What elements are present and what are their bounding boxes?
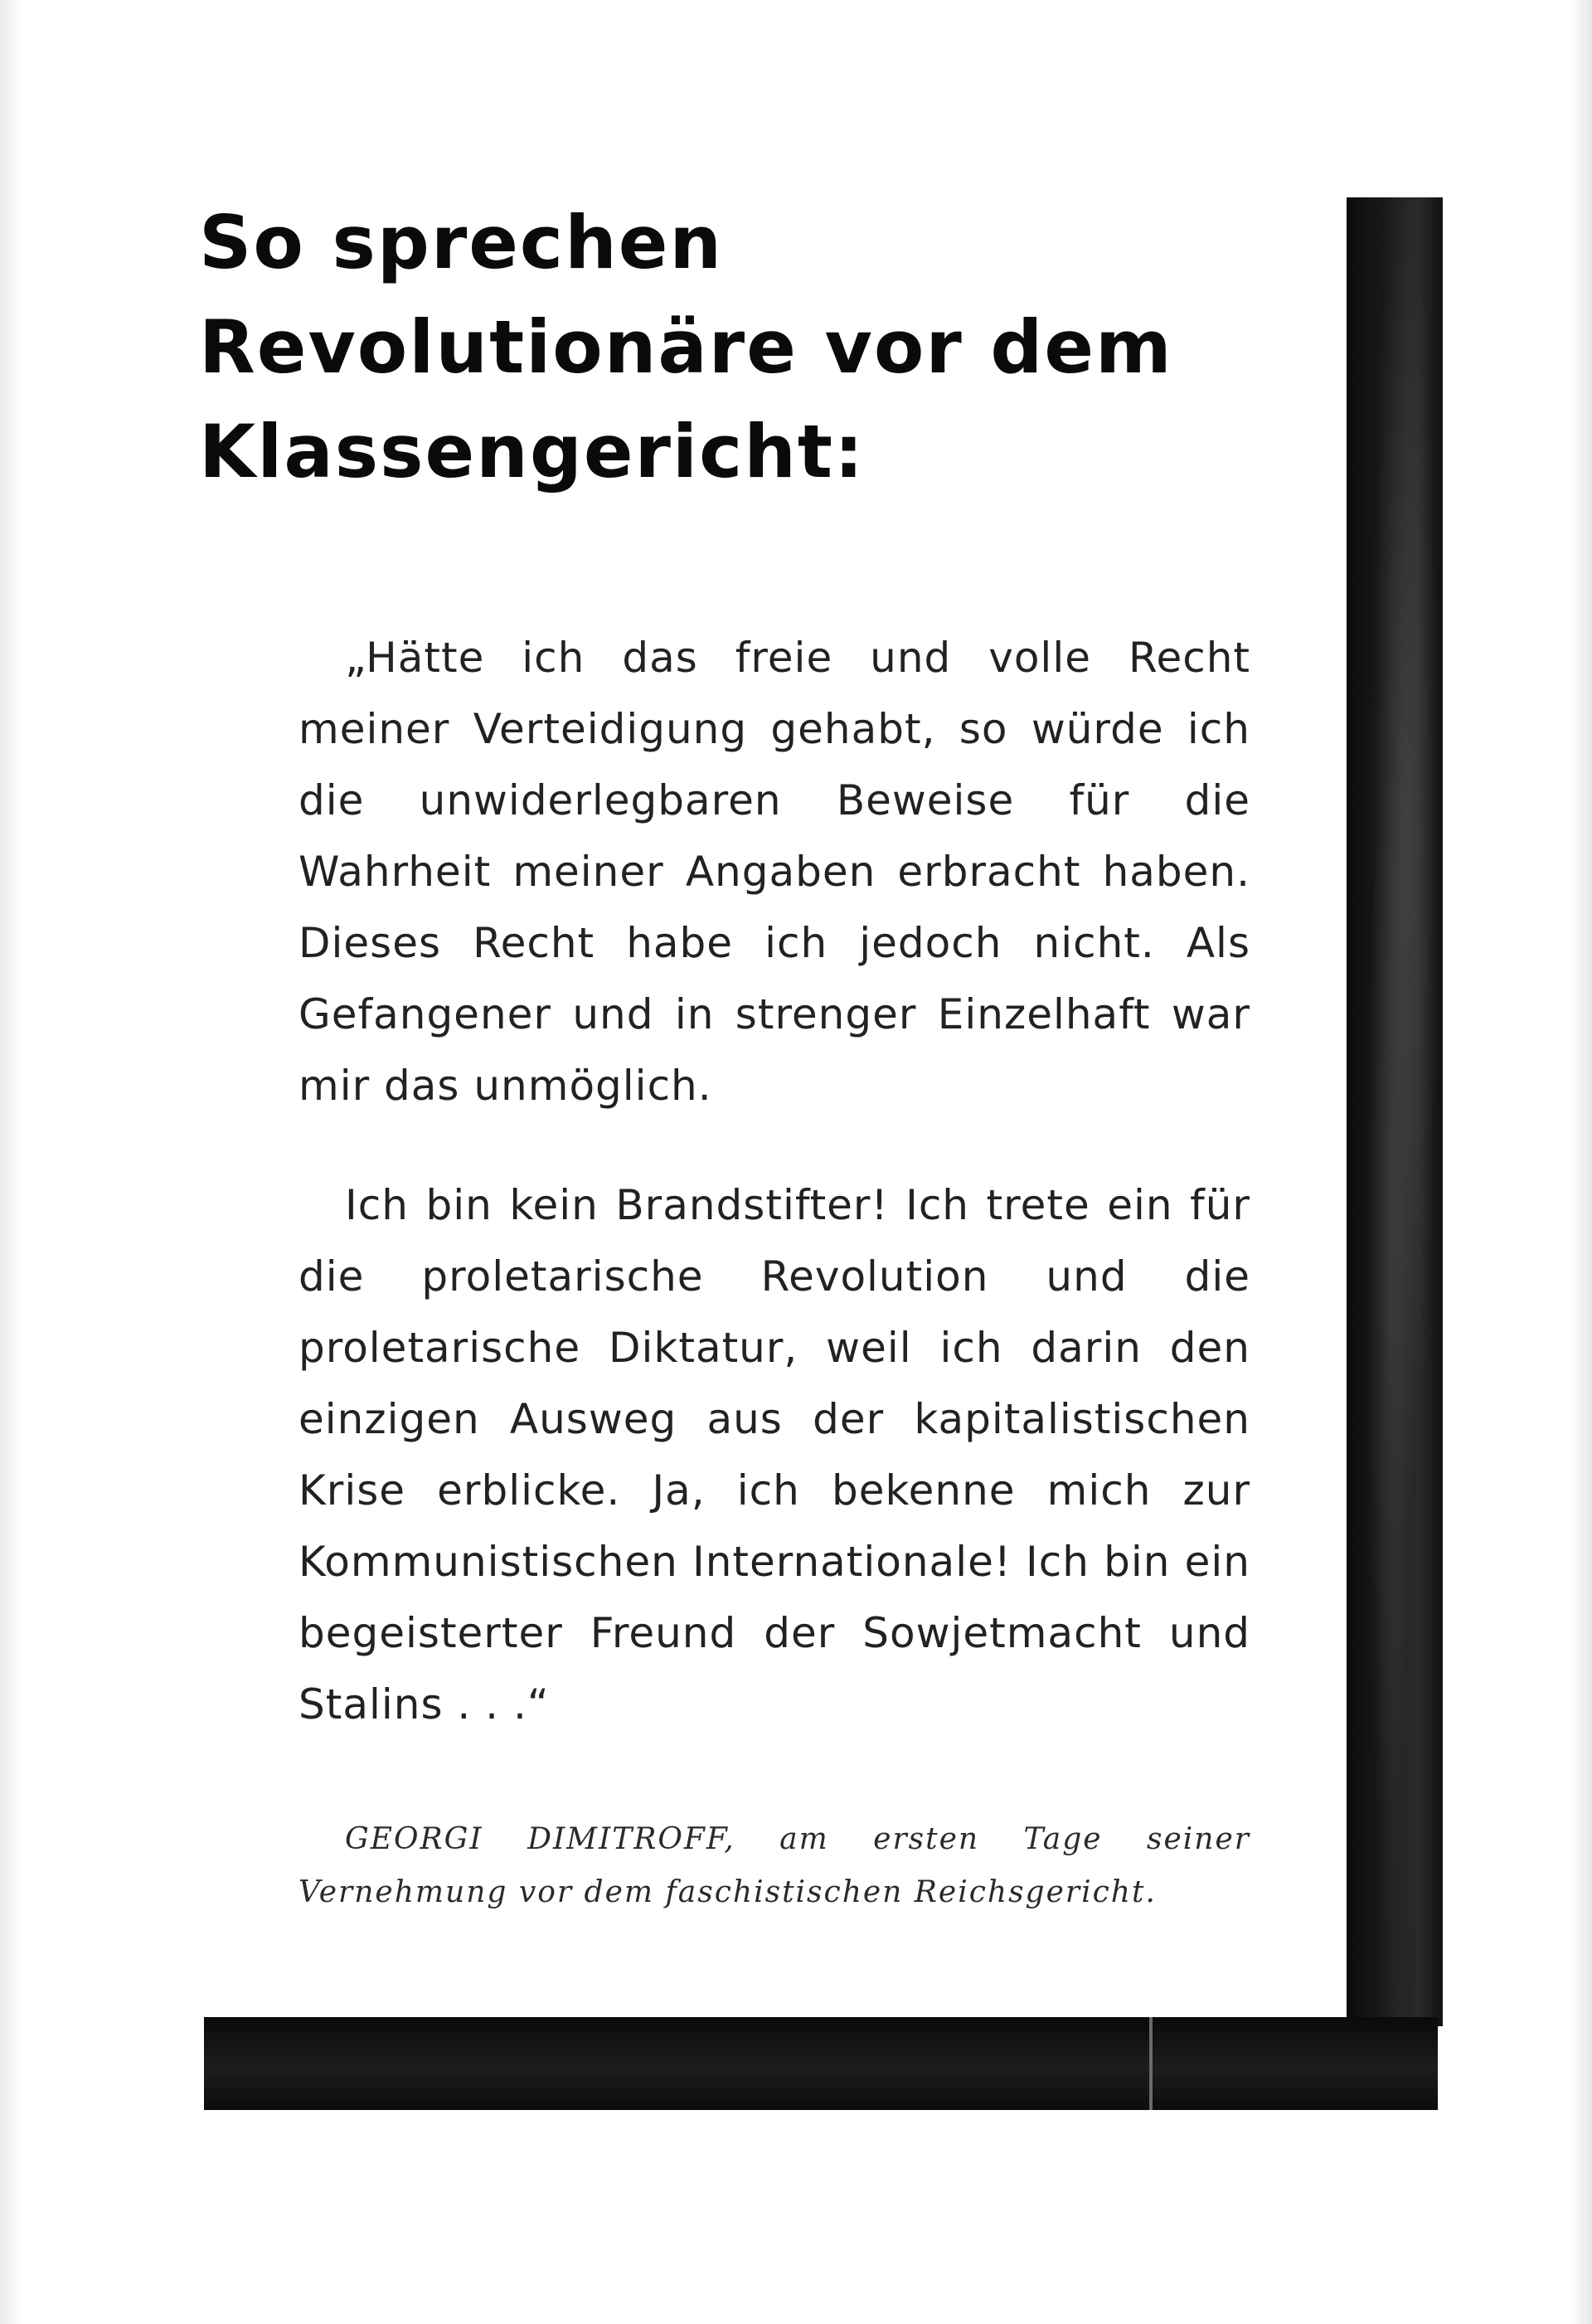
quotation-block: [298, 622, 1250, 1740]
quote-paragraph-1: „Hätte ich das freie und volle Recht meiner Verteidigung gehabt, so würde ich die unwiderlegbaren Beweise für die Wahrheit meiner Angaben erbracht haben. Dieses Recht habe ich jedoch nicht. Als Gefangener und in strenger Einzelhaft war mir das unmöglich.: [298, 634, 1250, 1110]
headline: [199, 191, 1227, 504]
quote-attribution: GEORGI DIMITROFF, am ersten Tage seiner Vernehmung vor dem faschistischen Reichsgericht.: [298, 1822, 1250, 1909]
frame-bar-right: [1347, 197, 1443, 2026]
quote-paragraph-2: Ich bin kein Brandstifter! Ich trete ein für die proletarische Revolution und die proletarische Diktatur, weil ich darin den einzigen Ausweg aus der kapitalistischen Krise erblicke. Ja, ich bekenne mich zur Kommunistischen Internationale! Ich bin ein begeisterter Freund der Sowjetmacht und Stalins . . .“: [298, 1181, 1250, 1728]
page-right-edge-shadow: [1570, 0, 1592, 2324]
headline-line-1: So sprechen: [199, 200, 724, 285]
frame-bar-bottom: [204, 2017, 1438, 2110]
headline-line-3: Klassengericht:: [199, 409, 866, 494]
headline-line-2: Revolutionäre vor dem: [199, 304, 1173, 390]
page-left-edge-shadow: [0, 0, 22, 2324]
